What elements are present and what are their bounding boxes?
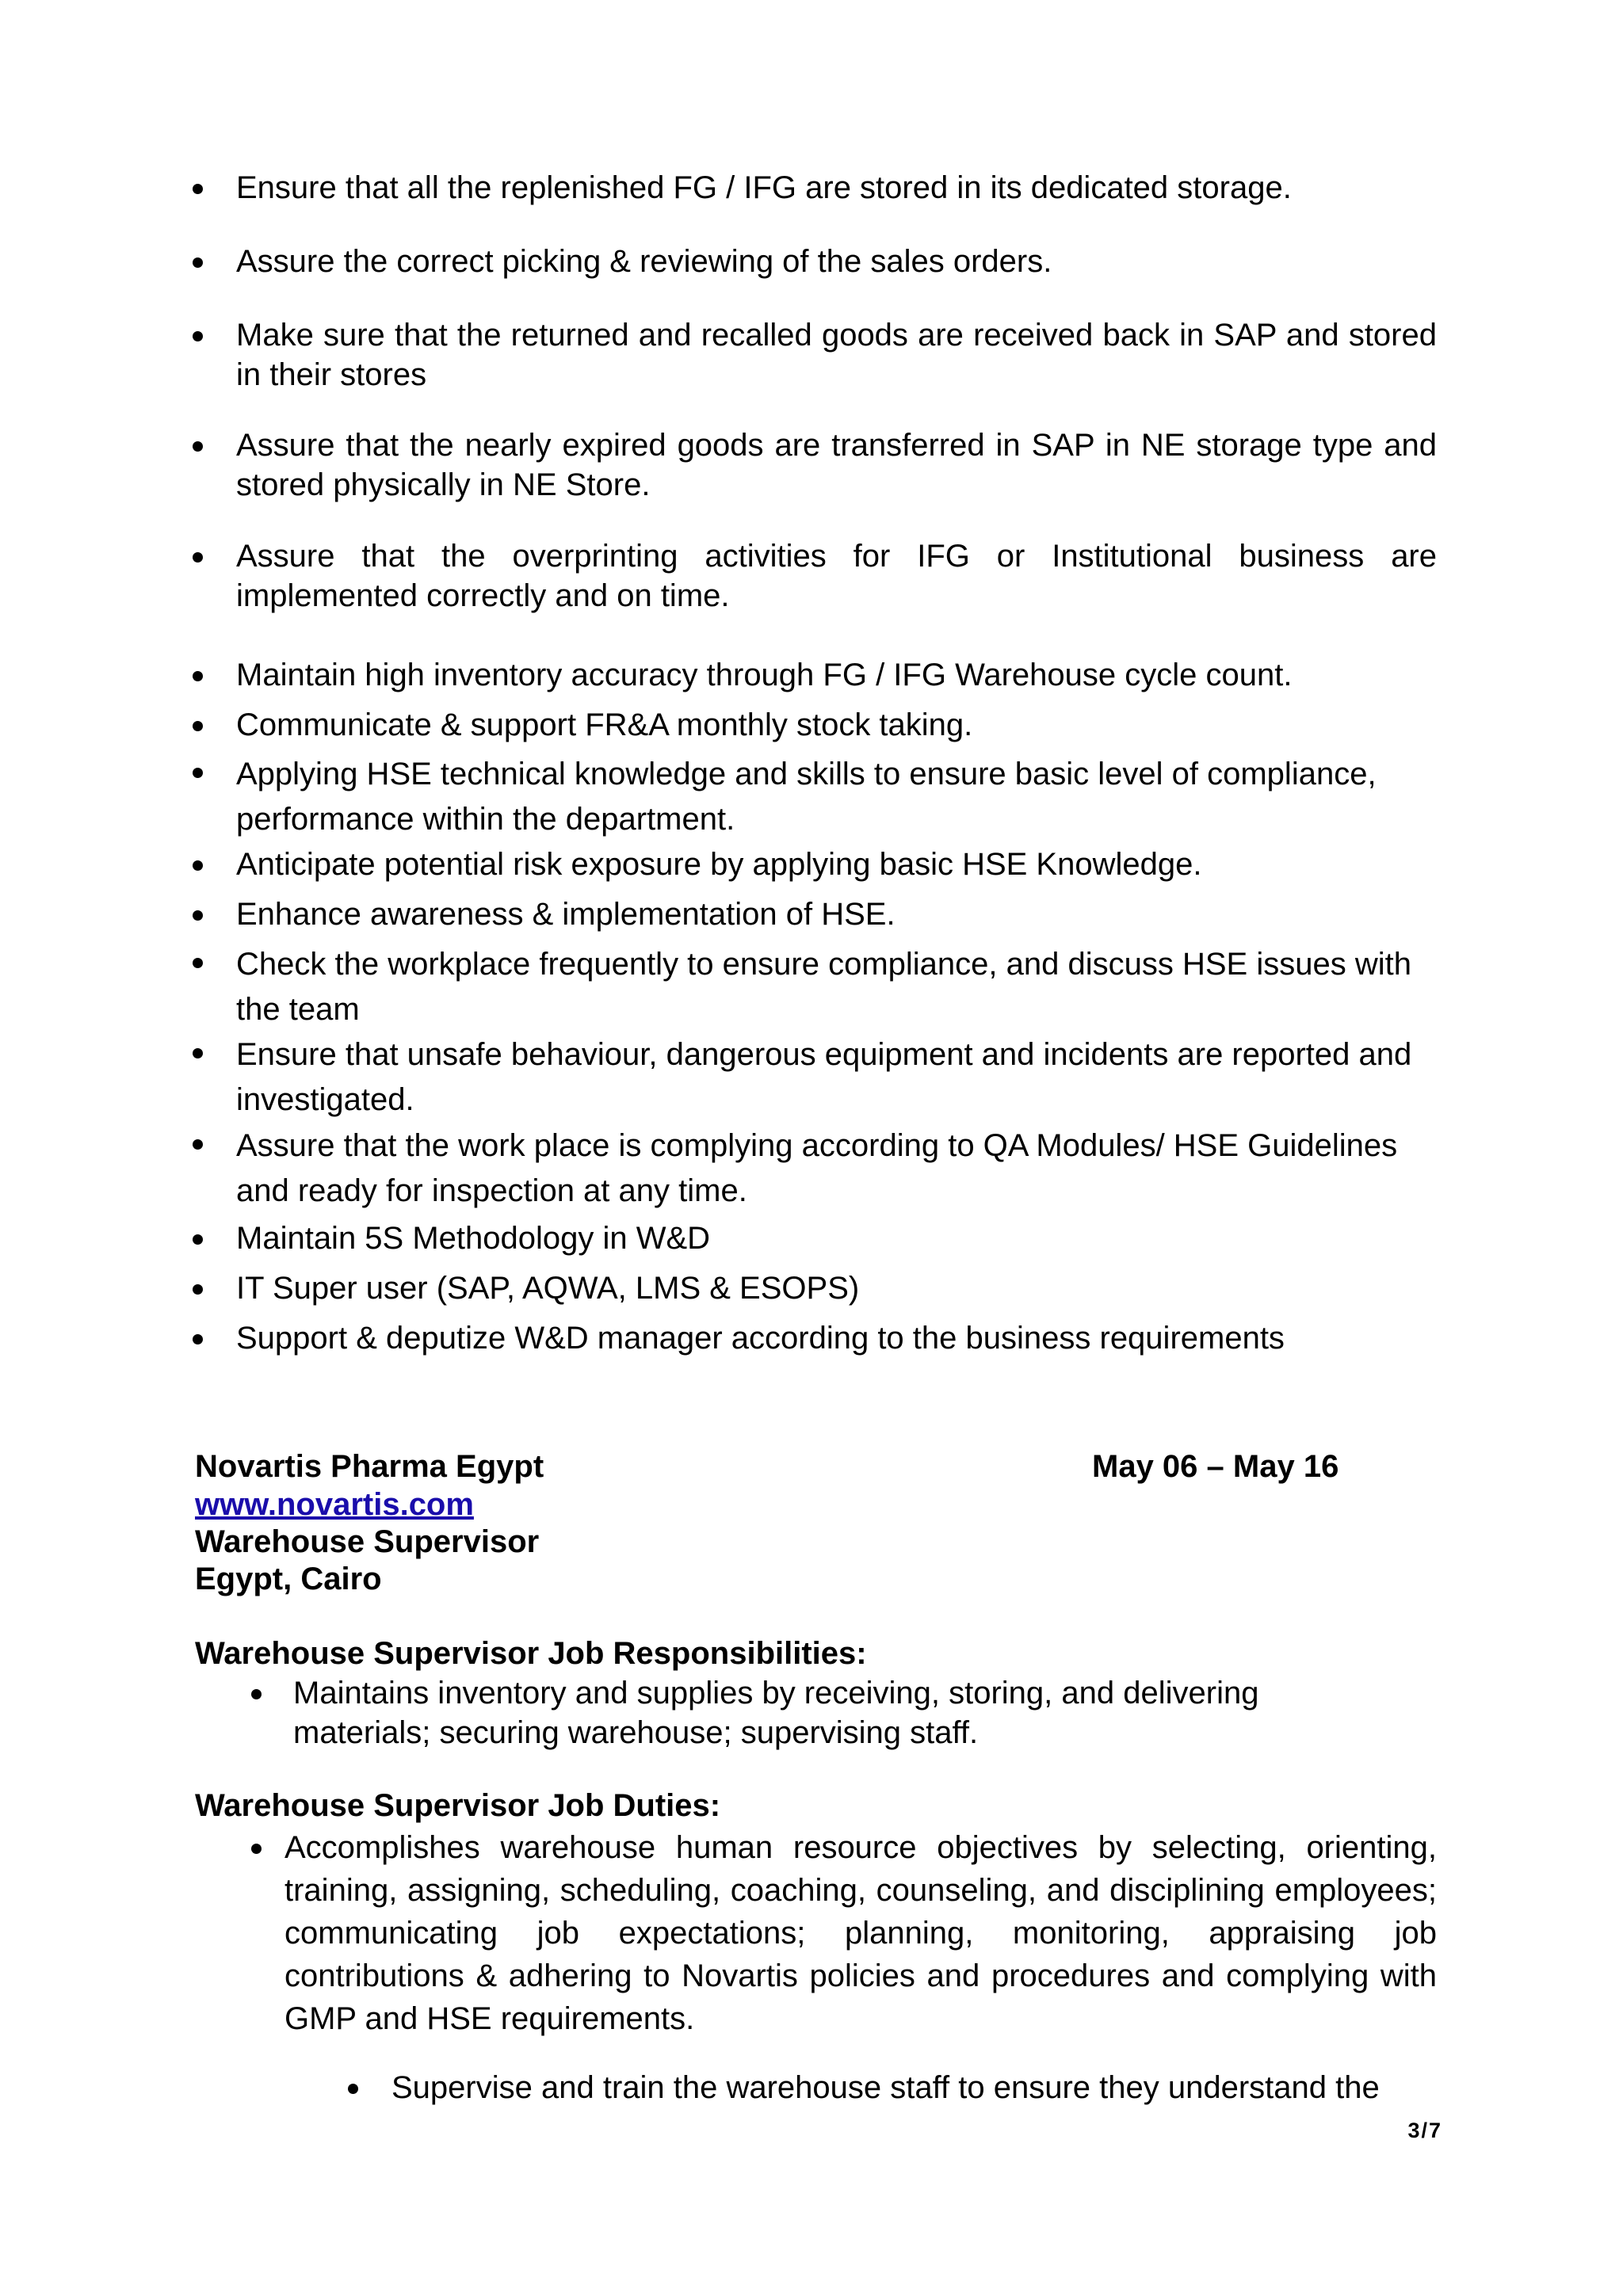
list-item: Assure that the nearly expired goods are transferred in SAP in NE storage type and stored physically in NE Store. bbox=[236, 425, 1437, 505]
bullet-icon bbox=[251, 1689, 262, 1699]
list-item: Communicate & support FR&A monthly stock taking. bbox=[236, 705, 1437, 745]
list-item: Assure that the overprinting activities for IFG or Institutional business are implemented correctly and on time. bbox=[236, 536, 1437, 616]
list-item: Applying HSE technical knowledge and skills to ensure basic level of compliance, performance within the department. bbox=[236, 752, 1437, 842]
list-item: Assure the correct picking & reviewing of the sales orders. bbox=[236, 242, 1437, 281]
bullet-icon bbox=[193, 860, 203, 871]
list-item: Support & deputize W&D manager according to the business requirements bbox=[236, 1318, 1437, 1358]
list-item: IT Super user (SAP, AQWA, LMS & ESOPS) bbox=[236, 1268, 1437, 1308]
list-item: Maintain 5S Methodology in W&D bbox=[236, 1219, 1437, 1258]
bullet-icon bbox=[348, 2084, 358, 2094]
company-website-link[interactable]: www.novartis.com bbox=[195, 1487, 474, 1522]
list-item: Ensure that all the replenished FG / IFG are stored in its dedicated storage. bbox=[236, 168, 1437, 208]
list-item: Ensure that unsafe behaviour, dangerous equipment and incidents are reported and investigated. bbox=[236, 1032, 1437, 1123]
list-item: Maintain high inventory accuracy through FG / IFG Warehouse cycle count. bbox=[236, 655, 1437, 695]
list-item: Assure that the work place is complying according to QA Modules/ HSE Guidelines and ready for inspection at any time. bbox=[236, 1123, 1437, 1214]
list-item: Check the workplace frequently to ensure compliance, and discuss HSE issues with the team bbox=[236, 942, 1437, 1032]
list-item: Maintains inventory and supplies by receiving, storing, and delivering materials; securing warehouse; supervising staff. bbox=[293, 1673, 1347, 1753]
bullet-icon bbox=[193, 1048, 203, 1058]
list-item: Enhance awareness & implementation of HSE. bbox=[236, 894, 1437, 934]
list-item: Accomplishes warehouse human resource objectives by selecting, orienting, training, assigning, scheduling, coaching, counseling, and disciplining employees; communicating job expectations; planning, monitoring, appraising job contributions & adhering to Novartis policies and procedures and complying with GMP and HSE requirements. bbox=[285, 1826, 1437, 2040]
bullet-icon bbox=[193, 1234, 203, 1245]
bullet-icon bbox=[193, 257, 203, 268]
bullet-icon bbox=[193, 184, 203, 194]
list-item: Make sure that the returned and recalled goods are received back in SAP and stored in their stores bbox=[236, 315, 1437, 395]
company-name: Novartis Pharma Egypt bbox=[195, 1449, 544, 1484]
job-location: Egypt, Cairo bbox=[195, 1562, 382, 1596]
bullet-icon bbox=[193, 1334, 203, 1344]
bullet-icon bbox=[193, 671, 203, 681]
duties-heading: Warehouse Supervisor Job Duties: bbox=[195, 1788, 721, 1823]
bullet-icon bbox=[193, 331, 203, 341]
bullet-icon bbox=[193, 910, 203, 921]
bullet-icon bbox=[193, 1284, 203, 1295]
bullet-icon bbox=[193, 1139, 203, 1150]
list-item: Supervise and train the warehouse staff to ensure they understand the bbox=[391, 2068, 1438, 2107]
employment-dates: May 06 – May 16 bbox=[1092, 1449, 1339, 1484]
bullet-icon bbox=[193, 721, 203, 731]
page-number: 3/7 bbox=[1407, 2119, 1442, 2142]
list-item: Anticipate potential risk exposure by applying basic HSE Knowledge. bbox=[236, 845, 1437, 884]
responsibilities-heading: Warehouse Supervisor Job Responsibilities: bbox=[195, 1636, 867, 1671]
bullet-icon bbox=[193, 441, 203, 452]
job-title: Warehouse Supervisor bbox=[195, 1524, 540, 1559]
bullet-icon bbox=[193, 552, 203, 563]
bullet-icon bbox=[193, 768, 203, 778]
bullet-icon bbox=[193, 958, 203, 968]
bullet-icon bbox=[251, 1844, 262, 1854]
